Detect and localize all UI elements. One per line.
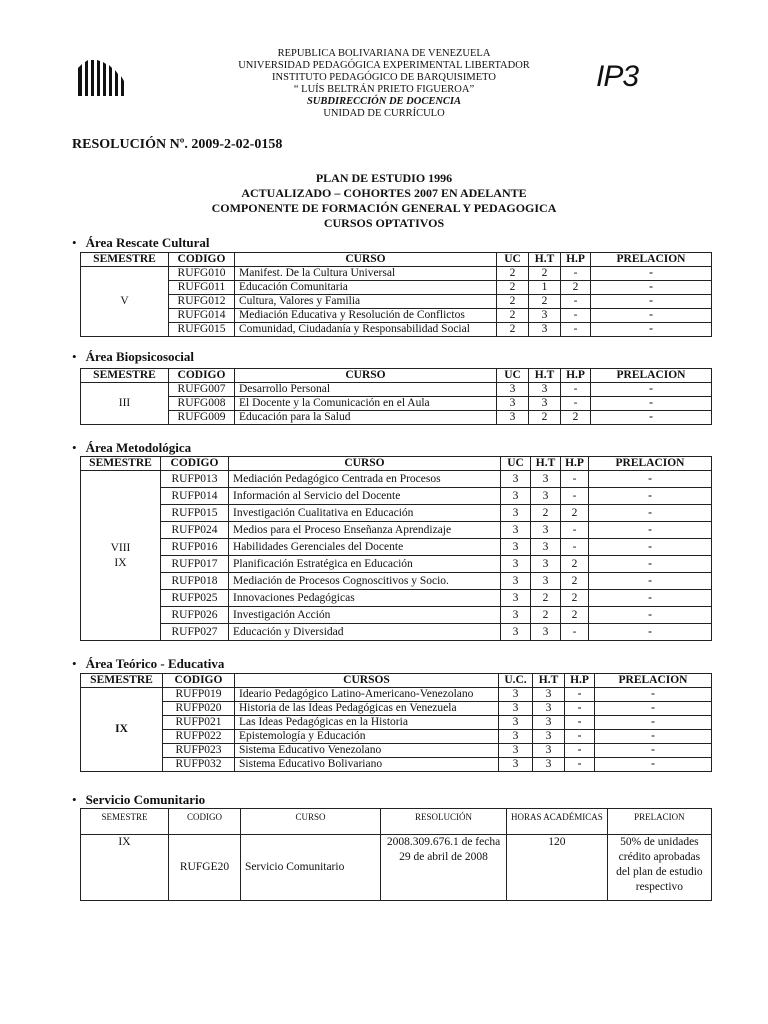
code-cell: RUFG010 <box>169 267 235 281</box>
course-cell: Mediación de Procesos Cognoscitivos y Socio. <box>229 573 501 590</box>
column-header: H.T <box>533 674 565 688</box>
column-header: RESOLUCIÓN <box>381 809 507 835</box>
course-cell: Educación y Diversidad <box>229 624 501 641</box>
hours-cell: 120 <box>507 835 608 901</box>
course-cell: El Docente y la Comunicación en el Aula <box>235 397 497 411</box>
uc-cell: 3 <box>501 573 531 590</box>
table-row <box>81 505 712 522</box>
column-header: H.P <box>561 369 591 383</box>
prelation-cell: - <box>589 471 712 488</box>
table-row <box>81 716 712 730</box>
area-title: Área Biopsicosocial <box>85 349 195 364</box>
bullet-icon: • <box>72 235 77 250</box>
code-cell: RUFG007 <box>169 383 235 397</box>
hp-cell: - <box>561 267 591 281</box>
course-cell: Ideario Pedagógico Latino-Americano-Venezolano <box>235 688 499 702</box>
column-header: H.P <box>561 253 591 267</box>
hp-cell: - <box>565 716 595 730</box>
courses-table <box>80 673 712 772</box>
course-cell: Historia de las Ideas Pedagógicas en Venezuela <box>235 702 499 716</box>
uc-cell: 3 <box>501 471 531 488</box>
bullet-icon: • <box>72 440 77 455</box>
course-cell: Manifest. De la Cultura Universal <box>235 267 497 281</box>
ht-cell: 3 <box>531 522 561 539</box>
hp-cell: 2 <box>561 505 589 522</box>
uc-cell: 3 <box>499 702 533 716</box>
hp-cell: - <box>565 702 595 716</box>
header-line: UNIVERSIDAD PEDAGÓGICA EXPERIMENTAL LIBERTADOR <box>238 60 530 71</box>
hp-cell: - <box>561 383 591 397</box>
course-cell: Innovaciones Pedagógicas <box>229 590 501 607</box>
code-cell: RUFP019 <box>163 688 235 702</box>
table-row <box>81 624 712 641</box>
hp-cell: - <box>561 397 591 411</box>
ht-cell: 3 <box>531 488 561 505</box>
course-cell: Servicio Comunitario <box>241 835 381 901</box>
ht-cell: 2 <box>529 411 561 425</box>
uc-cell: 3 <box>501 488 531 505</box>
ht-cell: 3 <box>531 556 561 573</box>
column-header: SEMESTRE <box>81 674 163 688</box>
course-cell: Epistemología y Educación <box>235 730 499 744</box>
semester-cell: V <box>81 267 169 337</box>
table-row <box>81 267 712 281</box>
table-row <box>81 488 712 505</box>
column-header: CURSO <box>235 253 497 267</box>
code-cell: RUFG009 <box>169 411 235 425</box>
prelation-cell: - <box>589 522 712 539</box>
ht-cell: 3 <box>531 471 561 488</box>
prelation-cell: - <box>595 744 712 758</box>
hp-cell: - <box>561 471 589 488</box>
prelation-cell: - <box>591 309 712 323</box>
header-line: SUBDIRECCIÓN DE DOCENCIA <box>306 96 462 107</box>
ht-cell: 3 <box>531 624 561 641</box>
area-title: Servicio Comunitario <box>85 792 206 807</box>
ht-cell: 2 <box>531 590 561 607</box>
uc-cell: 2 <box>497 267 529 281</box>
header-line: “ LUÍS BELTRÁN PRIETO FIGUEROA” <box>293 84 475 95</box>
uc-cell: 3 <box>497 383 529 397</box>
column-header: H.T <box>529 253 561 267</box>
course-cell: Educación para la Salud <box>235 411 497 425</box>
course-cell: Información al Servicio del Docente <box>229 488 501 505</box>
code-cell: RUFG011 <box>169 281 235 295</box>
uc-cell: 3 <box>497 397 529 411</box>
table-row <box>81 607 712 624</box>
bullet-icon: • <box>72 349 77 364</box>
code-cell: RUFP027 <box>161 624 229 641</box>
table-row <box>81 688 712 702</box>
ht-cell: 2 <box>531 607 561 624</box>
uc-cell: 3 <box>499 716 533 730</box>
table-row <box>81 573 712 590</box>
area-heading <box>72 440 191 456</box>
ht-cell: 3 <box>533 730 565 744</box>
area-heading <box>72 235 210 251</box>
code-cell: RUFP024 <box>161 522 229 539</box>
table-row <box>81 556 712 573</box>
prelation-cell: - <box>589 573 712 590</box>
column-header: H.T <box>531 457 561 471</box>
prelation-cell: - <box>595 688 712 702</box>
course-cell: Planificación Estratégica en Educación <box>229 556 501 573</box>
code-cell: RUFP026 <box>161 607 229 624</box>
course-cell: Sistema Educativo Venezolano <box>235 744 499 758</box>
course-cell: Medios para el Proceso Enseñanza Aprendizaje <box>229 522 501 539</box>
column-header: SEMESTRE <box>81 253 169 267</box>
prelation-cell: - <box>591 383 712 397</box>
header-line: REPUBLICA BOLIVARIANA DE VENEZUELA <box>277 48 491 59</box>
column-header: CODIGO <box>169 809 241 835</box>
prelation-cell: - <box>591 295 712 309</box>
hp-cell: - <box>565 758 595 772</box>
hp-cell: - <box>565 730 595 744</box>
column-header: CODIGO <box>161 457 229 471</box>
bullet-icon: • <box>72 656 77 671</box>
courses-table <box>80 456 712 641</box>
code-cell: RUFG008 <box>169 397 235 411</box>
area-title: Área Metodológica <box>85 440 192 455</box>
semester-cell: VIII IX <box>81 471 161 641</box>
resolution-number: RESOLUCIÓN Nº. 2009-2-02-0158 <box>72 137 283 152</box>
table-row <box>81 323 712 337</box>
plan-line: COMPONENTE DE FORMACIÓN GENERAL Y PEDAGOGICA <box>211 201 557 215</box>
course-cell: Investigación Acción <box>229 607 501 624</box>
ipb-logo: IP3 <box>596 60 639 93</box>
table-row <box>81 590 712 607</box>
column-header: SEMESTRE <box>81 809 169 835</box>
hp-cell: - <box>561 624 589 641</box>
semester-cell: IX <box>81 835 169 901</box>
table-row <box>81 397 712 411</box>
header-line: INSTITUTO PEDAGÓGICO DE BARQUISIMETO <box>272 72 496 83</box>
table-row <box>81 295 712 309</box>
prelation-cell: - <box>595 716 712 730</box>
code-cell: RUFP013 <box>161 471 229 488</box>
code-cell: RUFG012 <box>169 295 235 309</box>
hp-cell: 2 <box>561 411 591 425</box>
column-header: CURSO <box>235 369 497 383</box>
course-cell: Desarrollo Personal <box>235 383 497 397</box>
ht-cell: 3 <box>533 758 565 772</box>
uc-cell: 3 <box>501 505 531 522</box>
uc-cell: 3 <box>501 556 531 573</box>
plan-line: CURSOS OPTATIVOS <box>323 216 445 230</box>
hp-cell: - <box>561 295 591 309</box>
course-cell: Mediación Pedagógico Centrada en Procesos <box>229 471 501 488</box>
ht-cell: 3 <box>533 744 565 758</box>
ht-cell: 2 <box>529 295 561 309</box>
column-header: CURSO <box>229 457 501 471</box>
table-row <box>81 471 712 488</box>
column-header: H.P <box>565 674 595 688</box>
semester-cell: III <box>81 383 169 425</box>
area-heading <box>72 349 194 365</box>
code-cell: RUFP025 <box>161 590 229 607</box>
hp-cell: 2 <box>561 607 589 624</box>
code-cell: RUFP021 <box>163 716 235 730</box>
code-cell: RUFP016 <box>161 539 229 556</box>
code-cell: RUFP020 <box>163 702 235 716</box>
column-header: PRELACION <box>591 369 712 383</box>
column-header: PRELACION <box>607 809 711 835</box>
code-cell: RUFP023 <box>163 744 235 758</box>
ht-cell: 3 <box>531 539 561 556</box>
prelation-cell: - <box>589 590 712 607</box>
ht-cell: 2 <box>531 505 561 522</box>
column-header: PRELACION <box>589 457 712 471</box>
uc-cell: 3 <box>499 744 533 758</box>
course-cell: Sistema Educativo Bolivariano <box>235 758 499 772</box>
column-header: CURSO <box>241 809 381 835</box>
hp-cell: - <box>561 323 591 337</box>
prelation-cell: - <box>595 758 712 772</box>
column-header: CODIGO <box>169 253 235 267</box>
column-header: UC <box>501 457 531 471</box>
uc-cell: 3 <box>499 758 533 772</box>
area-title: Área Rescate Cultural <box>85 235 210 250</box>
code-cell: RUFG015 <box>169 323 235 337</box>
course-cell: Cultura, Valores y Familia <box>235 295 497 309</box>
hp-cell: - <box>565 744 595 758</box>
uc-cell: 3 <box>501 539 531 556</box>
uc-cell: 2 <box>497 295 529 309</box>
ht-cell: 3 <box>529 397 561 411</box>
plan-line: ACTUALIZADO – COHORTES 2007 EN ADELANTE <box>241 186 527 200</box>
prelation-cell: - <box>591 267 712 281</box>
hp-cell: - <box>561 522 589 539</box>
uc-cell: 3 <box>501 607 531 624</box>
uc-cell: 3 <box>501 624 531 641</box>
course-cell: Habilidades Gerenciales del Docente <box>229 539 501 556</box>
column-header: CURSOS <box>235 674 499 688</box>
area-heading <box>72 656 224 672</box>
hp-cell: 2 <box>561 573 589 590</box>
prelation-cell: - <box>591 397 712 411</box>
table-row <box>81 281 712 295</box>
prelation-cell: - <box>589 624 712 641</box>
prelation-cell: - <box>591 281 712 295</box>
ht-cell: 3 <box>533 688 565 702</box>
prelation-cell: - <box>591 411 712 425</box>
code-cell: RUFG014 <box>169 309 235 323</box>
code-cell: RUFGE20 <box>169 835 241 901</box>
hp-cell: - <box>561 309 591 323</box>
column-header: UC <box>497 253 529 267</box>
prelation-cell: - <box>589 556 712 573</box>
table-row <box>81 383 712 397</box>
course-cell: Mediación Educativa y Resolución de Conflictos <box>235 309 497 323</box>
header-line: UNIDAD DE CURRÍCULO <box>323 108 445 119</box>
uc-cell: 3 <box>497 411 529 425</box>
table-row <box>81 309 712 323</box>
code-cell: RUFP018 <box>161 573 229 590</box>
prelation-cell: - <box>589 607 712 624</box>
hp-cell: 2 <box>561 556 589 573</box>
hp-cell: 2 <box>561 281 591 295</box>
area-heading <box>72 792 205 808</box>
uc-cell: 3 <box>501 590 531 607</box>
servicio-table <box>80 808 712 901</box>
course-cell: Educación Comunitaria <box>235 281 497 295</box>
semester-cell: IX <box>81 688 163 772</box>
uc-cell: 3 <box>501 522 531 539</box>
column-header: PRELACION <box>591 253 712 267</box>
code-cell: RUFP022 <box>163 730 235 744</box>
code-cell: RUFP014 <box>161 488 229 505</box>
uc-cell: 2 <box>497 309 529 323</box>
table-row <box>81 522 712 539</box>
code-cell: RUFP017 <box>161 556 229 573</box>
course-cell: Investigación Cualitativa en Educación <box>229 505 501 522</box>
table-row <box>81 744 712 758</box>
hp-cell: 2 <box>561 590 589 607</box>
prelation-cell: - <box>595 730 712 744</box>
column-header: H.T <box>529 369 561 383</box>
courses-table <box>80 252 712 337</box>
institution-header <box>0 48 768 120</box>
table-row <box>81 758 712 772</box>
column-header: H.P <box>561 457 589 471</box>
ht-cell: 3 <box>529 323 561 337</box>
hp-cell: - <box>561 488 589 505</box>
table-row <box>81 539 712 556</box>
prelation-cell: - <box>595 702 712 716</box>
uc-cell: 2 <box>497 323 529 337</box>
column-header: SEMESTRE <box>81 457 161 471</box>
ht-cell: 3 <box>533 702 565 716</box>
course-cell: Las Ideas Pedagógicas en la Historia <box>235 716 499 730</box>
column-header: HORAS ACADÉMICAS <box>507 809 608 835</box>
ht-cell: 3 <box>529 309 561 323</box>
plan-line: PLAN DE ESTUDIO 1996 <box>315 171 453 185</box>
uc-cell: 3 <box>499 730 533 744</box>
courses-table <box>80 368 712 425</box>
ht-cell: 1 <box>529 281 561 295</box>
hp-cell: - <box>565 688 595 702</box>
table-row <box>81 411 712 425</box>
ht-cell: 3 <box>529 383 561 397</box>
uc-cell: 2 <box>497 281 529 295</box>
code-cell: RUFP015 <box>161 505 229 522</box>
column-header: U.C. <box>499 674 533 688</box>
prelation-cell: - <box>589 505 712 522</box>
plan-title <box>0 171 768 231</box>
bullet-icon: • <box>72 792 77 807</box>
code-cell: RUFP032 <box>163 758 235 772</box>
column-header: CODIGO <box>169 369 235 383</box>
hp-cell: - <box>561 539 589 556</box>
ht-cell: 2 <box>529 267 561 281</box>
prelation-cell: - <box>589 488 712 505</box>
course-cell: Comunidad, Ciudadanía y Responsabilidad Social <box>235 323 497 337</box>
ht-cell: 3 <box>533 716 565 730</box>
uc-cell: 3 <box>499 688 533 702</box>
column-header: SEMESTRE <box>81 369 169 383</box>
column-header: CODIGO <box>163 674 235 688</box>
column-header: UC <box>497 369 529 383</box>
area-title: Área Teórico - Educativa <box>85 656 225 671</box>
prelation-cell: - <box>589 539 712 556</box>
table-row <box>81 702 712 716</box>
ht-cell: 3 <box>531 573 561 590</box>
prelation-cell: - <box>591 323 712 337</box>
prelation-cell: 50% de unidades crédito aprobadas del plan de estudio respectivo <box>607 835 711 901</box>
table-row <box>81 730 712 744</box>
resolution-cell: 2008.309.676.1 de fecha 29 de abril de 2008 <box>381 835 507 901</box>
column-header: PRELACION <box>595 674 712 688</box>
